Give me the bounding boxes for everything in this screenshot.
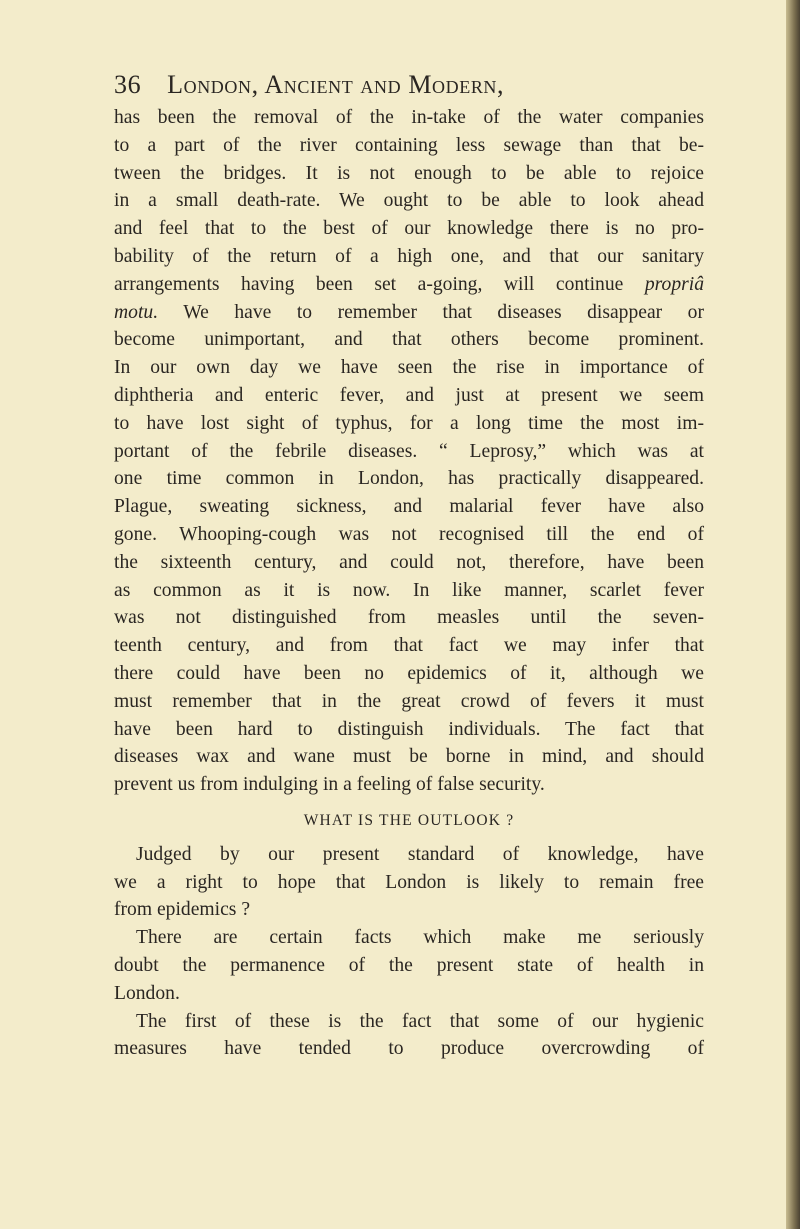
text-line [114,326,704,354]
line-text: has been the removal of the in-take of the water companies [114,107,704,128]
line-text: measures have tended to produce overcrowding of [114,1038,704,1060]
line-text: Plague, sweating sickness, and malarial fever have also [114,496,704,518]
line-text: London. [114,982,180,1004]
running-title: London, Ancient and Modern, [167,70,505,99]
text-line [114,382,704,410]
text-line [114,743,704,771]
text-line [114,604,704,632]
line-text: portant of the febrile diseases. “ Leprosy,” which was at [114,440,704,462]
text-line [114,465,704,493]
page-edge-shadow [786,0,800,1229]
line-text: teenth century, and from that fact we may infer that [114,635,704,657]
text-line [114,1035,704,1063]
line-text: In our own day we have seen the rise in importance of [114,357,704,379]
line-text: to have lost sight of typhus, for a long time the most im- [114,412,704,434]
text-line [114,493,704,521]
text-line [114,1008,704,1036]
line-text: gone. Whooping-cough was not recognised till the end of [114,523,704,545]
line-text: from epidemics ? [114,899,251,921]
line-text: and feel that to the best of our knowledge there is no pro- [114,218,704,240]
line-text: prevent us from indulging in a feeling of false security. [114,774,545,796]
text-line [114,410,704,438]
text-line [114,187,704,215]
text-line [114,924,704,952]
body-text [114,104,704,1063]
line-text: tween the bridges. It is not enough to be able to rejoice [114,162,704,184]
line-text: doubt the permanence of the present state of health in [114,954,704,976]
line-text: as common as it is now. In like manner, scarlet fever [114,579,704,601]
text-line [114,632,704,660]
line-text: diseases wax and wane must be borne in mind, and should [114,746,704,768]
line-text: We have to remember that diseases disappear or [158,301,704,323]
line-text: we a right to hope that London is likely to remain free [114,871,704,893]
line-text: become unimportant, and that others become prominent. [114,329,704,351]
section-heading [114,807,704,835]
line-text: bability of the return of a high one, and that our sanitary [114,245,704,267]
line-text: must remember that in the great crowd of fevers it must [114,690,704,712]
text-line [114,243,704,271]
text-line [114,271,704,299]
line-text: There are certain facts which make me seriously [136,927,704,949]
text-line [114,438,704,466]
text-line [114,980,704,1008]
line-text: the sixteenth century, and could not, therefore, have been [114,551,704,573]
text-line [114,521,704,549]
text-line [114,354,704,382]
text-line [114,160,704,188]
line-text: have been hard to distinguish individuals. The fact that [114,718,704,740]
line-text: there could have been no epidemics of it, although we [114,662,704,684]
line-text: The first of these is the fact that some of our hygienic [136,1010,704,1032]
page-number: 36 [114,70,142,99]
line-text: diphtheria and enteric fever, and just at present we seem [114,384,704,406]
running-header [114,70,714,100]
line-text: in a small death-rate. We ought to be able to look ahead [114,190,704,212]
text-line [114,771,704,799]
text-line [114,299,704,327]
line-text: was not distinguished from measles until the seven- [114,607,704,629]
text-line [114,132,704,160]
line-text: Judged by our present standard of knowledge, have [136,843,704,865]
text-line [114,716,704,744]
text-line [114,952,704,980]
text-line [114,215,704,243]
text-line [114,577,704,605]
text-line [114,104,704,132]
line-text: WHAT IS THE OUTLOOK ? [303,811,515,829]
text-line [114,869,704,897]
italic-phrase: motu. [114,301,159,323]
line-text: one time common in London, has practically disappeared. [114,468,704,490]
line-text: to a part of the river containing less sewage than that be- [114,134,704,156]
italic-phrase: propriâ [644,273,704,295]
text-line [114,896,704,924]
line-text: arrangements having been set a-going, will continue [114,273,645,295]
text-line [114,660,704,688]
text-line [114,688,704,716]
text-line [114,549,704,577]
text-line [114,841,704,869]
